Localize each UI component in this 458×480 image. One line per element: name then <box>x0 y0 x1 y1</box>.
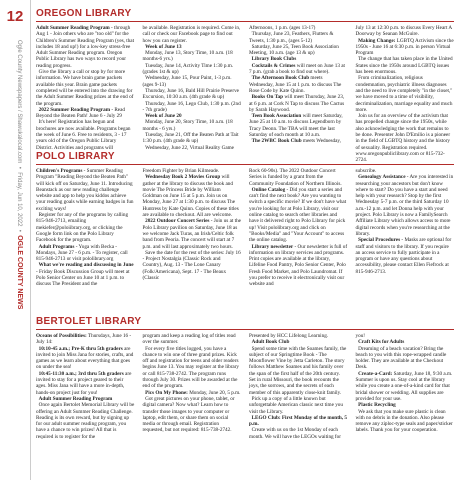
polo-col-2: Freedom Fighter by Brian Kilmeade. Wednesday Book 2 Movies Group will gather at the library to discuss the book and movie The Princess Bride by William Goldman on June 15 at 5 p.m. Join us on Monday, June 27 at 1:30 p.m. to discuss The Huntress by Kate Quinn. Copies of these titles are available to checkout. All are welcome. 2022 Outdoor Concert Series - Join us at the Polo Library pavilion on Saturday, June 18 as we welcome Jack Turas, an Irish/Celtic folk band from Peoria. The concert will start at 7 p.m. and will last approximately two hours. Save the date for the rest of the series: July 16 - Project Nostalgia (Classic Rock and Country), Aug. 13 - The Lone Canary (Folk/Americana), Sept. 17 - The Beaux (Classic <box>142 168 241 282</box>
page-sidebar <box>0 0 30 480</box>
publication-name: Ogle County Newspapers / Shawukalocal.com <box>16 40 22 164</box>
oregon-col-3: Afternoons, 1 p.m. (ages 13-17) Thursday, June 23, Feathers, Flutters & Tweets, 1:30 p.m., (ages 5-12) Saturday, June 25, Teen Book Association Meeting, 10 a.m. (age 13 & up) Library Book Clubs Cocktails & Crimes will meet on June 13 at 7 p.m. (grab a book to find out where). The Afternoon Book Club meets Wednesday, June 15 at 1 p.m. to discuss The Rose Code by Kate Quinn. Books On Tap will meet Thursday, June 23, at 6 p.m. at Cork N Tap to discuss The Cactus by Sarah Haywood. Teen Book Association will meet Saturday, June 25 at 10 a.m. to discuss Legendborn by Tracy Deonn. The TBA will meet the last Saturday of each month at 10 a.m. The 2WBC Book Club meets Wednesday, <box>249 25 345 145</box>
oregon-title: OREGON LIBRARY <box>36 8 132 19</box>
sidebar-divider <box>30 0 31 480</box>
polo-columns <box>36 168 454 309</box>
oregon-col-1: Adult Summer Reading Program - through Aug 1 - Join others who are "too old" for the Children's Summer Reading Program (yes, that includes 18 and up!) for a low-key stress-free Adult Summer Reading program. Oregon Public Library has two ways to record your reading progress. Give the library a call or stop by for more information. We have brain game packets available this year. Brain game packets completed will be entered into the drawing for the Adult Summer Reading prizes at the end of the program. 2022 Summer Reading Program - Read Beyond the Beaten Path! June 6 - July 29 It's here! Registration has begun and brochures are now available. Programs began the week of June 6. Free to residents, 3 - 17 years old of the Oregon Public Library District. Activities and programs will <box>36 25 135 151</box>
bertolet-col-4: you! Craft Kits for Adults Dreaming of a beach vacation? Bring the beach to you with this rope-wrapped candle holder. They are available at the Checkout Desk. Create-a-Card: Saturday, June 18, 9:30 a.m. Summer is upon us. Stay cool at the library while you create a one-of-a-kind card for that bridal shower or wedding. All supplies are provided for your use. Plastic Recycling We ask that you make sure plastic is clean with no debris in the donation. Also please remove any ziploc-type seals and paper/sticker labels. Thank you for your cooperation. <box>355 333 453 434</box>
page-number: 12 <box>6 8 24 25</box>
bertolet-col-1: Oceans of Possibilities: Thursdays, June 16 - July 14: 10:10-45 a.m.; Pre-K thru 5th graders are invited to join Miss Jana for stories, crafts, and games as we learn about everything that goes on under the sea! 10:45-11:30 a.m.; 3rd thru 5th graders are invited to stay for a project geared to their ages. Miss Jana will have a more in-depth, hands-on project just for you! Adult Summer Reading Program Once again Bertolet Memorial Library will be offering an Adult Summer Reading Challenge. Reading is its own reward, but by signing up for our adult summer reading program, you have a chance to win prizes! All that is required is to register for the <box>36 333 135 440</box>
region-name: OGLE COUNTY NEWS <box>16 235 23 310</box>
bertolet-col-2: program and keep a reading log of titles read over the summer. For every five titles logged, you have a chance to win one of three grand prizes. Kick off and registration for teens and older readers begins June 13. You may register at the library or call 815-738-2742. The program runs through July 30. Prizes will be awarded at the end of the program. Pics On My Phone: Monday, June 20, 5 p.m. Got great pictures on your phone, tablet, or digital camera? Now what? Learn how to transfer those images to your computer or laptop, edit them, or share them on social media or through email. Registration requested, but not required: 815-738-2742. <box>142 333 241 434</box>
oregon-rule <box>36 21 454 22</box>
polo-rule <box>36 164 454 165</box>
publication-date: Friday, Jun 10, 2022 <box>16 172 22 227</box>
polo-title: POLO LIBRARY <box>36 151 115 162</box>
oregon-col-2: be available. Registration is required. Come in, call or check our Facebook page to find out how you can register. Week of June 13 Monday, June 13, Story Time, 10 a.m. (18 months-6 yrs.) Tuesday, June 14, Activity Time 1:30 p.m. (grades 1st & up) Wednesday, June 15, Pour Paint, 1-3 p.m. (ages 9-13) Thursday, June 16, Bald Hill Prairie Preserve Excursion, 10:30 a.m. (4th grade & up) Thursday, June 16, Lego Club, 1:30 p.m. (2nd - 7th grade) Week of June 20 Monday, June 20, Story Time, 10 a.m. (18 months - 6 yrs.) Tuesday, June 21, Off the Beaten Path at Tait 1:30 p.m. (4th grade & up) Wednesday, June 22, Virtual Reality Game <box>142 25 241 151</box>
vertical-header: Ogle County Newspapers / Shawukalocal.com • Friday, Jun 10, 2022 • OGLE COUNTY NEWS <box>16 40 23 310</box>
polo-col-3: Rock 60-90s). The 2022 Outdoor Concert Series is funded by a grant from the Community Foundation of Northern Illinois. Online Catalog - Did you start a series and can't find the next book? Are you wanting to switch a specific movie? If we don't have what you're looking for at Polo Library, visit our online catalog to search other libraries and have it delivered right to Polo Library for pick up! Visit pololibrary.org and click on "Books/Media" and "Your Account" to access the online catalog. Library newsletter - Our newsletter is full of information on library services and programs. Print copies are available at the library, Lifeline Food Pantry, Polo Senior Center, Polo Fresh Food Market, and Polo Laundromat. If you prefer to receive it electronically visit our website and <box>249 168 348 288</box>
polo-col-1: Children's Programs - Summer Reading Program "Reading Beyond the Beaten Path" will kick off on Saturday, June 11. Introducing Beanstack as our new reading challenge website and app to help you kiddos achieve your reading goals while earning badges in fun exciting ways! Register for any of the programs by calling 815-946-2713, emailing mekiefer@poloiibrary.org, or clicking the Google form link on the Polo Library Facebook for the program. Adult Programs - Yoga with Becka - Mondays, June 27 - 6 p.m. - To register, call 815-946-2713 or visit pololibrary.org What we're reading and discussing in June - Friday Book Discussion Group will meet at Polo Senior Center on June 10 at 1 p.m. to discuss The President and the <box>36 168 134 288</box>
bertolet-rule <box>36 329 454 330</box>
bertolet-columns <box>36 333 454 475</box>
oregon-col-4: July 13 at 12:30 p.m. to discuss Every Heart A Doorway by Seanan McGuire. Making Change: LGBTQ Activism since the 1950s - June 16 at 6:30 p.m. in person Virtual Program The change that has taken place in the United States since the 1950s around LGBTQ issues has been enormous. From criminalization, religious condemnation, psychiatric illness diagnoses and the need to live completely "in the closet," we have moved to a time of visibility, decriminalization, marriage equality and much more. Join us for an overview of the activism that has propelled change since the 1950s, while also acknowledging the work that remains to be done. Presenter John D'Emilio is a pioneer in the field of LGBTQ history and the history of sexuality. Registration required. www.oregonpubliclibrary.com or 815-732-2724. <box>355 25 454 164</box>
polo-col-4: subscribe. Genealogy Assistance - Are you interested in researching your ancestors but don't know where to start? Do you have a start and need help with your research? Stop by the first Wednesday 5-7 p.m. or the third Saturday 10 a.m.-12 p.m. and let Donna help with your project. Polo Library is now a FamilySearch Affiliate Library which allows access to more digital records when you're researching at the library. Special Procedures - Masks are optional for staff and visitors to the library. If you require an access service to fully participate in a program or have any questions about accessibility, please contact Ellen Fiefrock at 815-946-2713. <box>355 168 454 275</box>
bertolet-col-3: Presented by HCC Lifelong Learning. Adult Book Club Spend some time with the Soames family, the subject of our Springtime Book - The Moonflower Vine by Jetta Carleton. The story follows Matthew Soames and his family over the span of the first half of the 20th century. Set in rural Missouri, the book recounts the joys, the sorrows, and the secrets of each member of this apparently close-knit family. Pick up a copy of a little known but unforgettable American classic next time you visit the Library. LEGO Club: First Monday of the month, 5 p.m. Create with us on the 1st Monday of each month. We will have the LEGOs waiting for <box>249 333 347 440</box>
page-content <box>36 0 454 480</box>
bertolet-title: BERTOLET LIBRARY <box>36 316 142 327</box>
